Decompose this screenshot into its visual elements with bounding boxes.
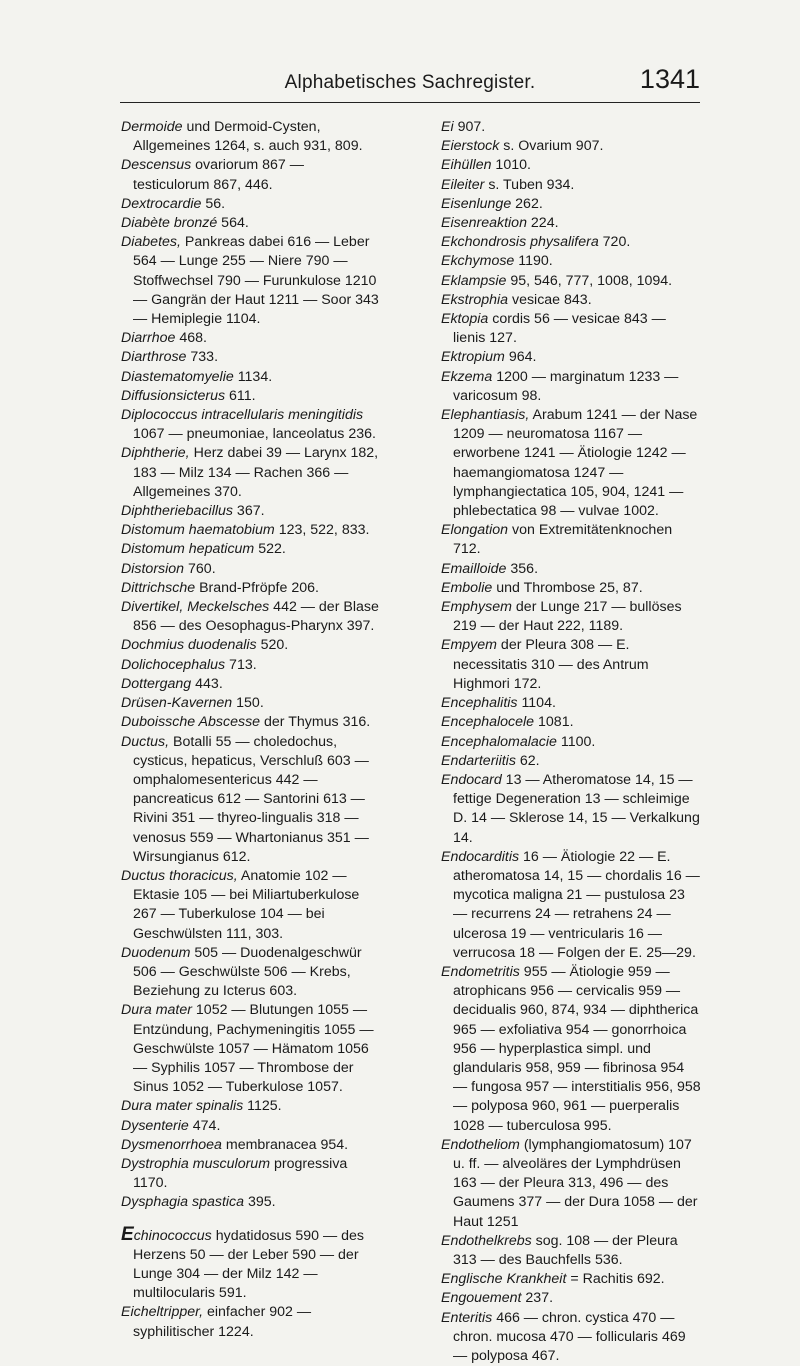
index-term: Dysphagia spastica: [121, 1194, 245, 1211]
index-references: 522.: [254, 541, 286, 558]
index-references: 760.: [184, 560, 216, 577]
index-entry: [441, 156, 701, 175]
index-term: Englische Krankheit: [441, 1271, 567, 1288]
index-term: Ei: [441, 119, 454, 135]
index-entry: [121, 1155, 379, 1193]
index-term: Empyem: [441, 637, 497, 654]
index-references: 13 — Atheromatose 14, 15 — fettige Degeneration 13 — schleimige D. 14 — Sklerose 14, 15 — Verkalkung 14.: [453, 771, 700, 846]
index-entry: [121, 694, 379, 713]
index-term: Dysenterie: [121, 1117, 189, 1134]
index-term: Diplococcus intracellularis meningitidis: [121, 407, 364, 424]
index-entry: [441, 214, 701, 233]
index-term: Divertikel, Meckelsches: [121, 599, 270, 616]
index-term: Echinococcus: [121, 1223, 212, 1245]
index-references: sog. 108 — der Pleura 313 — des Bauchfells 536.: [453, 1232, 678, 1268]
index-references: 1081.: [534, 714, 574, 731]
index-term: Distomum haematobium: [121, 522, 275, 539]
index-term: Ductus thoracicus,: [121, 867, 238, 884]
index-references: progressiva 1170.: [133, 1155, 348, 1192]
index-term: Dolichocephalus: [121, 656, 226, 673]
index-entry: [121, 1193, 379, 1212]
index-term: Diphtherie,: [121, 445, 190, 462]
index-term: Dochmius duodenalis: [121, 637, 257, 654]
index-references: 474.: [188, 1117, 221, 1134]
index-term: Encephalocele: [441, 714, 535, 731]
index-references: = Rachitis 692.: [566, 1271, 665, 1288]
index-term: Ektopia: [441, 311, 489, 328]
index-entry: [121, 1136, 379, 1155]
index-references: Herz dabei 39 — Larynx 182, 183 — Milz 134 — Rachen 366 — Allgemeines 370.: [133, 445, 379, 500]
index-term: Elongation: [441, 522, 509, 539]
index-entry: [121, 1225, 379, 1304]
index-term: Drüsen-Kavernen: [121, 695, 233, 712]
index-references: ovariorum 867 — testiculorum 867, 446.: [133, 157, 304, 193]
index-term: Embolie: [441, 579, 493, 596]
index-entry: [441, 560, 701, 579]
index-entry: [121, 444, 379, 502]
index-references: 395.: [244, 1194, 276, 1211]
index-entry: [441, 521, 701, 559]
index-term: Diabetes,: [121, 234, 181, 251]
index-term: Distomum hepaticum: [121, 541, 255, 558]
index-entry: [121, 521, 379, 540]
index-term: Distorsion: [121, 560, 185, 577]
index-entry: [441, 233, 701, 252]
index-term: Eklampsie: [441, 272, 507, 289]
index-term: Dysmenorrhoea: [121, 1136, 222, 1153]
index-references: (lymphangiomatosum) 107 u. ff. — alveoläres der Lymphdrüsen 163 — der Pleura 313, 496 — des Gaumens 377 — der Dura 1058 — der Haut 1251: [453, 1136, 698, 1230]
index-term: Dottergang: [121, 675, 192, 692]
index-references: vesicae 843.: [508, 291, 592, 308]
index-term: Dystrophia musculorum: [121, 1155, 271, 1172]
index-references: 733.: [186, 349, 219, 366]
index-references: 564.: [217, 215, 249, 232]
page-number: 1341: [639, 64, 700, 94]
index-entry: [441, 713, 701, 732]
index-entry: [121, 867, 379, 944]
index-references: 56.: [201, 195, 226, 212]
index-references: 964.: [504, 349, 537, 366]
index-term: Eisenreaktion: [441, 215, 527, 232]
index-term: Eierstock: [441, 138, 500, 155]
index-entry: [441, 310, 701, 348]
index-term: Endarteriitis: [441, 752, 516, 769]
index-entry: [441, 291, 701, 310]
index-term: Emphysem: [441, 599, 512, 616]
index-references: 237.: [521, 1290, 554, 1307]
index-references: 442 — der Blase 856 — des Oesophagus-Pharynx 397.: [133, 599, 379, 635]
index-term: Diarrhoe: [121, 330, 176, 347]
index-term: Dextrocardie: [121, 195, 202, 212]
index-entry: [441, 598, 701, 636]
index-entry: [441, 694, 701, 713]
index-entry: [121, 636, 379, 655]
index-references: 466 — chron. cystica 470 — chron. mucosa 470 — follicularis 469 — polyposa 467.: [453, 1309, 686, 1364]
index-entry: [441, 368, 701, 406]
index-term: Diffusionsicterus: [121, 387, 226, 404]
index-term: Eihüllen: [441, 157, 492, 174]
index-term: Encephalomalacie: [441, 733, 557, 750]
index-term: Dermoide: [121, 119, 183, 135]
index-term: Eileiter: [441, 176, 485, 193]
index-references: 16 — Ätiologie 22 — E. atheromatosa 14, 15 — chordalis 16 — mycotica maligna 21 — pustulosa 23 — recurrens 24 — retrahens 24 — ulcerosa 19 — ventricularis 16 — verrucosa 18 — Folgen der E. 25—29.: [453, 848, 700, 961]
index-entry: [441, 137, 701, 156]
index-entry: [441, 118, 701, 137]
index-references: 356.: [506, 560, 539, 577]
index-term: Enteritis: [441, 1309, 493, 1326]
index-references: 520.: [256, 637, 289, 654]
index-term: Diarthrose: [121, 349, 187, 366]
index-entry: [121, 713, 379, 732]
index-term: Ductus,: [121, 733, 170, 750]
index-term: Endometritis: [441, 963, 520, 980]
index-references: 95, 546, 777, 1008, 1094.: [506, 272, 673, 289]
index-references: 505 — Duodenalgeschwür 506 — Geschwülste 506 — Krebs, Beziehung zu Icterus 603.: [133, 944, 362, 1000]
index-term: Encephalitis: [441, 695, 518, 712]
index-references: 224.: [526, 215, 559, 232]
index-term: Dura mater: [121, 1002, 192, 1019]
index-references: und Dermoid-Cysten, Allgemeines 1264, s. auch 931, 809.: [133, 119, 363, 155]
index-references: der Thymus 316.: [260, 714, 371, 731]
index-references: der Pleura 308 — E. necessitatis 310 — des Antrum Highmori 172.: [453, 637, 649, 692]
index-references: 611.: [225, 387, 256, 404]
index-references: 1134.: [233, 368, 273, 385]
index-entry: [121, 540, 379, 559]
index-references: 1010.: [491, 157, 531, 174]
index-references: 907.: [453, 119, 486, 135]
index-entry: [121, 656, 379, 675]
index-entry: [441, 752, 701, 771]
index-term: Ekstrophia: [441, 291, 509, 308]
index-entry: [121, 329, 379, 348]
index-references: s. Ovarium 907.: [499, 138, 604, 155]
index-entry: [121, 195, 379, 214]
index-references: 1052 — Blutungen 1055 — Entzündung, Pachymeningitis 1055 — Geschwülste 1057 — Hämatom 1056 — Syphilis 1057 — Thrombose der Sinus 1052 — Tuberkulose 1057.: [133, 1002, 374, 1096]
index-term: Diabète bronzé: [121, 215, 218, 232]
page-title: Alphabetisches Sachregister.: [284, 72, 536, 93]
index-references: 1125.: [243, 1098, 282, 1115]
index-references: Botalli 55 — choledochus, cysticus, hepaticus, Verschluß 603 — omphalomesentericus 442 — pancreaticus 612 — Santorini 613 — Rivini 351 — thyreo-lingualis 318 — venosus 559 — Whartonianus 351 — Wirsungianus 612.: [133, 733, 369, 865]
index-entry: [121, 118, 379, 156]
index-entry: [441, 1309, 701, 1366]
index-references: 443.: [191, 675, 223, 692]
index-term: Endocarditis: [441, 848, 520, 865]
index-term: Duboissche Abscesse: [121, 714, 261, 731]
index-references: 713.: [225, 656, 257, 673]
index-column-left: [121, 118, 379, 1342]
index-entry: [441, 848, 701, 963]
index-references: der Lunge 217 — bullöses 219 — der Haut 222, 1189.: [453, 599, 682, 635]
index-entry: [121, 675, 379, 694]
index-references: 1200 — marginatum 1233 — varicosum 98.: [453, 368, 679, 404]
index-term: Diphtheriebacillus: [121, 503, 233, 520]
index-term: Ektropium: [441, 349, 505, 366]
index-references: Anatomie 102 — Ektasie 105 — bei Miliartuberkulose 267 — Tuberkulose 104 — bei Geschwülsten 111, 303.: [133, 867, 360, 942]
index-entry: [441, 1270, 701, 1289]
index-column-right: [441, 118, 701, 1366]
page-header: [120, 62, 700, 103]
index-references: hydatidosus 590 — des Herzens 50 — der Leber 590 — der Lunge 304 — der Milz 142 — multilocularis 591.: [133, 1227, 364, 1302]
index-entry: [441, 771, 701, 848]
index-entry: [441, 1232, 701, 1270]
index-entry: [441, 252, 701, 271]
index-references: 367.: [232, 503, 265, 520]
index-references: 1100.: [556, 733, 596, 750]
index-references: einfacher 902 — syphilitischer 1224.: [133, 1304, 312, 1340]
index-term: Endocard: [441, 771, 502, 788]
index-entry: [121, 1001, 379, 1097]
index-entry: [121, 1097, 379, 1116]
index-term: Eicheltripper,: [121, 1304, 204, 1321]
index-references: Brand-Pfröpfe 206.: [195, 579, 319, 596]
index-references: s. Tuben 934.: [484, 176, 575, 193]
index-entry: [441, 406, 701, 521]
index-term: Eisenlunge: [441, 195, 512, 212]
index-entry: [121, 348, 379, 367]
index-references: 262.: [511, 195, 543, 212]
index-references: 123, 522, 833.: [274, 522, 370, 539]
index-entry: [121, 1117, 379, 1136]
index-term: Descensus: [121, 157, 192, 174]
index-term: Elephantiasis,: [441, 407, 530, 424]
index-references: von Extremitätenknochen 712.: [453, 522, 673, 558]
index-references: 150.: [232, 695, 264, 712]
index-entry: [121, 368, 379, 387]
index-entry: [121, 406, 379, 444]
index-term: Dittrichsche: [121, 579, 196, 596]
index-entry: [121, 502, 379, 521]
index-references: und Thrombose 25, 87.: [492, 579, 643, 596]
index-references: 955 — Ätiologie 959 — atrophicans 956 — cervicalis 959 — decidualis 960, 874, 934 — diphtherica 965 — exfoliativa 954 — gonorrhoica 956 — hyperplastica simpl. und glandularis 958, 959 — fibrinosa 954 — fungosa 957 — interstitialis 956, 958 — polyposa 960, 961 — puerperalis 1028 — tuberculosa 995.: [453, 963, 701, 1134]
index-references: 1067 — pneumoniae, lanceolatus 236.: [133, 426, 376, 443]
index-references: 1190.: [514, 253, 553, 270]
index-entry: [121, 733, 379, 867]
index-entry: [121, 944, 379, 1002]
index-entry: [441, 1136, 701, 1232]
index-entry: [441, 733, 701, 752]
index-entry: [121, 156, 379, 194]
index-term: Ekchondrosis physalifera: [441, 234, 599, 251]
index-term: Endothelkrebs: [441, 1232, 532, 1249]
index-term: Ekchymose: [441, 253, 515, 270]
index-entry: [121, 579, 379, 598]
index-term: Diastematomyelie: [121, 368, 234, 385]
index-entry: [441, 176, 701, 195]
index-references: Arabum 1241 — der Nase 1209 — neuromatosa 1167 — erworbene 1241 — Ätiologie 1242 — haemangiomatosa 1247 — lymphangiectatica 105, 904, 1241 — phlebectatica 98 — vulvae 1002.: [453, 407, 698, 520]
index-term: Dura mater spinalis: [121, 1098, 244, 1115]
index-entry: [121, 598, 379, 636]
index-references: 468.: [175, 330, 207, 347]
index-term: Ekzema: [441, 368, 493, 385]
index-references: 1104.: [517, 695, 556, 712]
index-entry: [441, 579, 701, 598]
index-term: Duodenum: [121, 944, 191, 961]
index-entry: [441, 348, 701, 367]
index-references: Pankreas dabei 616 — Leber 564 — Lunge 255 — Niere 790 — Stoffwechsel 790 — Furunkulose 1210 — Gangrän der Haut 1211 — Soor 343 — Hemiplegie 1104.: [133, 234, 379, 328]
index-references: cordis 56 — vesicae 843 — lienis 127.: [453, 311, 666, 347]
index-entry: [441, 636, 701, 694]
index-term: Endotheliom: [441, 1136, 520, 1153]
index-references: 62.: [515, 752, 540, 769]
index-entry: [441, 195, 701, 214]
index-entry: [441, 963, 701, 1136]
index-entry: [441, 272, 701, 291]
index-references: 720.: [598, 234, 631, 251]
index-entry: [121, 233, 379, 329]
index-entry: [441, 1289, 701, 1308]
index-entry: [121, 560, 379, 579]
index-references: membranacea 954.: [221, 1136, 349, 1153]
index-term: Engouement: [441, 1290, 522, 1307]
index-entry: [121, 387, 379, 406]
index-term: Emailloide: [441, 560, 507, 577]
index-entry: [121, 1303, 379, 1341]
index-entry: [121, 214, 379, 233]
